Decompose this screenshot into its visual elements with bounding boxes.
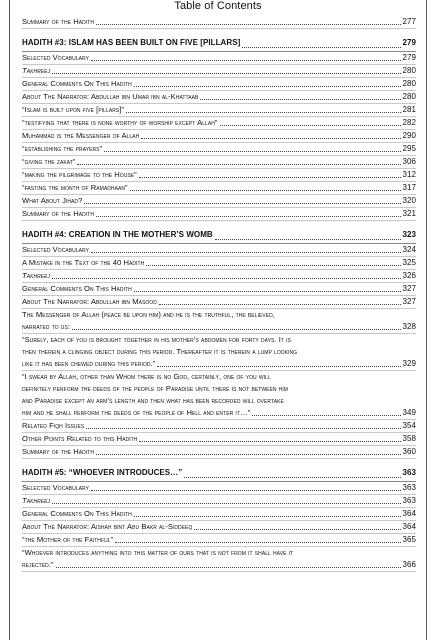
toc-heading-label: HADITH #4: CREATION IN THE MOTHER’S WOMB: [22, 230, 213, 239]
dot-leader: [215, 239, 401, 240]
toc-entry-label: Selected Vocabulary: [22, 53, 90, 62]
dot-leader: [115, 542, 400, 543]
toc-page-number: 279: [402, 53, 416, 62]
toc-entry-line: “Whoever introduces anything into this matter of ours that is not from it shall have it: [22, 548, 294, 557]
toc-entry-label: “Islam is built upon five [pillars]”: [22, 105, 124, 114]
dot-leader: [126, 112, 401, 113]
dot-leader: [184, 477, 400, 478]
toc-entry-line: rejected.”: [22, 560, 54, 569]
toc-page-number: 282: [402, 118, 416, 127]
dot-leader: [96, 454, 400, 455]
toc-page-number: 327: [402, 284, 416, 293]
toc-page-number: 281: [402, 105, 416, 114]
toc-page-number: 320: [402, 196, 416, 205]
dot-leader: [91, 252, 400, 253]
toc-entry-label: Takhreej: [22, 66, 51, 75]
dot-leader: [159, 304, 401, 305]
toc-page-number: 312: [402, 170, 416, 179]
dot-leader: [96, 24, 400, 25]
toc-entry-label: “fasting the month of Ramadhaan”: [22, 183, 128, 192]
toc-page-number: 328: [402, 322, 416, 331]
toc-heading[interactable]: [22, 225, 416, 244]
toc-entry[interactable]: [22, 296, 416, 309]
dot-leader: [200, 99, 400, 100]
toc-page-number: 295: [402, 144, 416, 153]
dot-leader: [141, 138, 400, 139]
toc-page-number: 280: [402, 92, 416, 101]
toc-entry-label: Takhreej: [22, 271, 51, 280]
toc-entry-line: narrated to us:: [22, 322, 71, 331]
toc-entry-last-line: [22, 321, 416, 333]
toc-entry-line: The Messenger of Allah (peace be upon him) and he is the truthful, the believed,: [22, 310, 275, 319]
toc-entry-label: Takhreej: [22, 496, 51, 505]
toc-entry-label: “the Mother of the Faithful”: [22, 535, 114, 544]
toc-entry-label: About The Narrator: Abdullah ibn Masood: [22, 297, 157, 306]
toc-entry-label: Selected Vocabulary: [22, 245, 90, 254]
toc-entry[interactable]: [22, 208, 416, 221]
page-title: Table of Contents: [174, 0, 262, 12]
dot-leader: [91, 490, 400, 491]
toc-page-number: 365: [402, 535, 416, 544]
toc-page-number: 280: [402, 79, 416, 88]
toc-entry-label: Other Points Related to this Hadith: [22, 434, 138, 443]
dot-leader: [139, 441, 400, 442]
toc-entry-last-line: [22, 358, 416, 370]
toc-page-number: 325: [402, 258, 416, 267]
dot-leader: [139, 177, 401, 178]
toc-heading-label: HADITH #3: ISLAM HAS BEEN BUILT ON FIVE [PILLARS]: [22, 38, 241, 47]
toc-entry-label: “giving the zakat”: [22, 157, 76, 166]
toc-page-number: 363: [402, 496, 416, 505]
toc-page-number: 321: [402, 209, 416, 218]
toc-page-number: 290: [402, 131, 416, 140]
toc-page-number: 329: [402, 359, 416, 368]
toc-entry[interactable]: [22, 547, 416, 572]
toc-entry-label: General Comments On This Hadith: [22, 79, 132, 88]
toc-entry-line: “I swear by Allah, other than Whom there is no God, certainly, one of you will: [22, 372, 271, 381]
dot-leader: [134, 516, 401, 517]
toc-page-number: 363: [402, 468, 416, 477]
toc-entry-last-line: [22, 407, 416, 419]
toc-page-number: 364: [402, 522, 416, 531]
toc-entry-label: General Comments On This Hadith: [22, 284, 132, 293]
toc-entry-label: A Mistake in the Text of the 40 Hadith: [22, 258, 145, 267]
toc-page-number: 277: [402, 17, 416, 26]
toc-entry-line: “Surely, each of you is brought together in his mother’s abdomen for forty days. It is: [22, 335, 291, 344]
dot-leader: [84, 203, 400, 204]
dot-leader: [91, 60, 400, 61]
toc-page-number: 317: [402, 183, 416, 192]
toc-entry-label: General Comments On This Hadith: [22, 509, 132, 518]
table-of-contents: [10, 16, 426, 572]
toc-page-number: 349: [402, 408, 416, 417]
toc-entry-line: definitely perform the deeds of the people of Paradise until there is not between him: [22, 384, 289, 393]
toc-page-number: 363: [402, 483, 416, 492]
toc-entry-last-line: [22, 559, 416, 571]
document-page: [9, 0, 427, 640]
dot-leader: [134, 291, 401, 292]
toc-entry[interactable]: [22, 482, 416, 495]
toc-page-number: 366: [402, 560, 416, 569]
dot-leader: [96, 216, 400, 217]
toc-entry-label: “making the pilgrimage to the House”: [22, 170, 137, 179]
toc-entry[interactable]: [22, 371, 416, 420]
toc-entry[interactable]: [22, 143, 416, 156]
toc-entry[interactable]: [22, 257, 416, 270]
dot-leader: [252, 415, 400, 416]
toc-entry-label: Summary of the Hadith: [22, 17, 95, 26]
dot-leader: [130, 190, 401, 191]
dot-leader: [220, 125, 401, 126]
toc-entry-label: About The Narrator: Aishah bint Abu Bakr al-Siddeeq: [22, 522, 193, 531]
toc-entry-label: Summary of the Hadith: [22, 209, 95, 218]
toc-entry-line: then therein a clinging object during this period. Thereafter it is therein a lump looking: [22, 347, 298, 356]
dot-leader: [52, 503, 400, 504]
toc-entry-label: About The Narrator: Abdullah ibn Umar ibn al-Khattaab: [22, 92, 199, 101]
toc-entry-label: Muhammad is the Messenger of Allah: [22, 131, 140, 140]
toc-heading[interactable]: [22, 33, 416, 52]
toc-entry-label: Selected Vocabulary: [22, 483, 90, 492]
dot-leader: [52, 278, 400, 279]
toc-page-number: 326: [402, 271, 416, 280]
toc-page-number: 360: [402, 447, 416, 456]
dot-leader: [242, 47, 400, 48]
toc-entry[interactable]: [22, 334, 416, 371]
toc-page-number: 279: [402, 38, 416, 47]
dot-leader: [77, 164, 400, 165]
toc-entry[interactable]: [22, 52, 416, 65]
toc-entry-label: “testifying that there is none worthy of worship except Allah”: [22, 118, 218, 127]
toc-page-number: 354: [402, 421, 416, 430]
dot-leader: [56, 567, 401, 568]
toc-entry-label: Related Fiqh Issues: [22, 421, 85, 430]
dot-leader: [194, 529, 400, 530]
dot-leader: [157, 366, 400, 367]
toc-page-number: 358: [402, 434, 416, 443]
toc-page-number: 324: [402, 245, 416, 254]
toc-page-number: 306: [402, 157, 416, 166]
toc-entry[interactable]: [22, 16, 416, 29]
toc-entry[interactable]: [22, 534, 416, 547]
toc-page-number: 280: [402, 66, 416, 75]
toc-page-number: 364: [402, 509, 416, 518]
toc-entry-label: What About Jihad?: [22, 196, 83, 205]
dot-leader: [72, 329, 400, 330]
toc-entry-line: like it has been chewed during this period.”: [22, 359, 156, 368]
toc-page-number: 327: [402, 297, 416, 306]
toc-heading-label: HADITH #5: “WHOEVER INTRODUCES…”: [22, 468, 183, 477]
dot-leader: [52, 73, 400, 74]
dot-leader: [134, 86, 401, 87]
toc-heading[interactable]: [22, 463, 416, 482]
dot-leader: [86, 428, 400, 429]
toc-entry-label: Summary of the Hadith: [22, 447, 95, 456]
toc-entry-line: him and he shall perform the deeds of the people of Hell and enter it…”: [22, 408, 251, 417]
dot-leader: [146, 265, 400, 266]
toc-entry-label: “establishing the prayers”: [22, 144, 103, 153]
toc-entry-line: and Paradise except an arm’s length and then what has been recorded will overtake: [22, 396, 284, 405]
toc-entry[interactable]: [22, 446, 416, 459]
toc-entry[interactable]: [22, 309, 416, 334]
dot-leader: [104, 151, 400, 152]
toc-page-number: 323: [402, 230, 416, 239]
